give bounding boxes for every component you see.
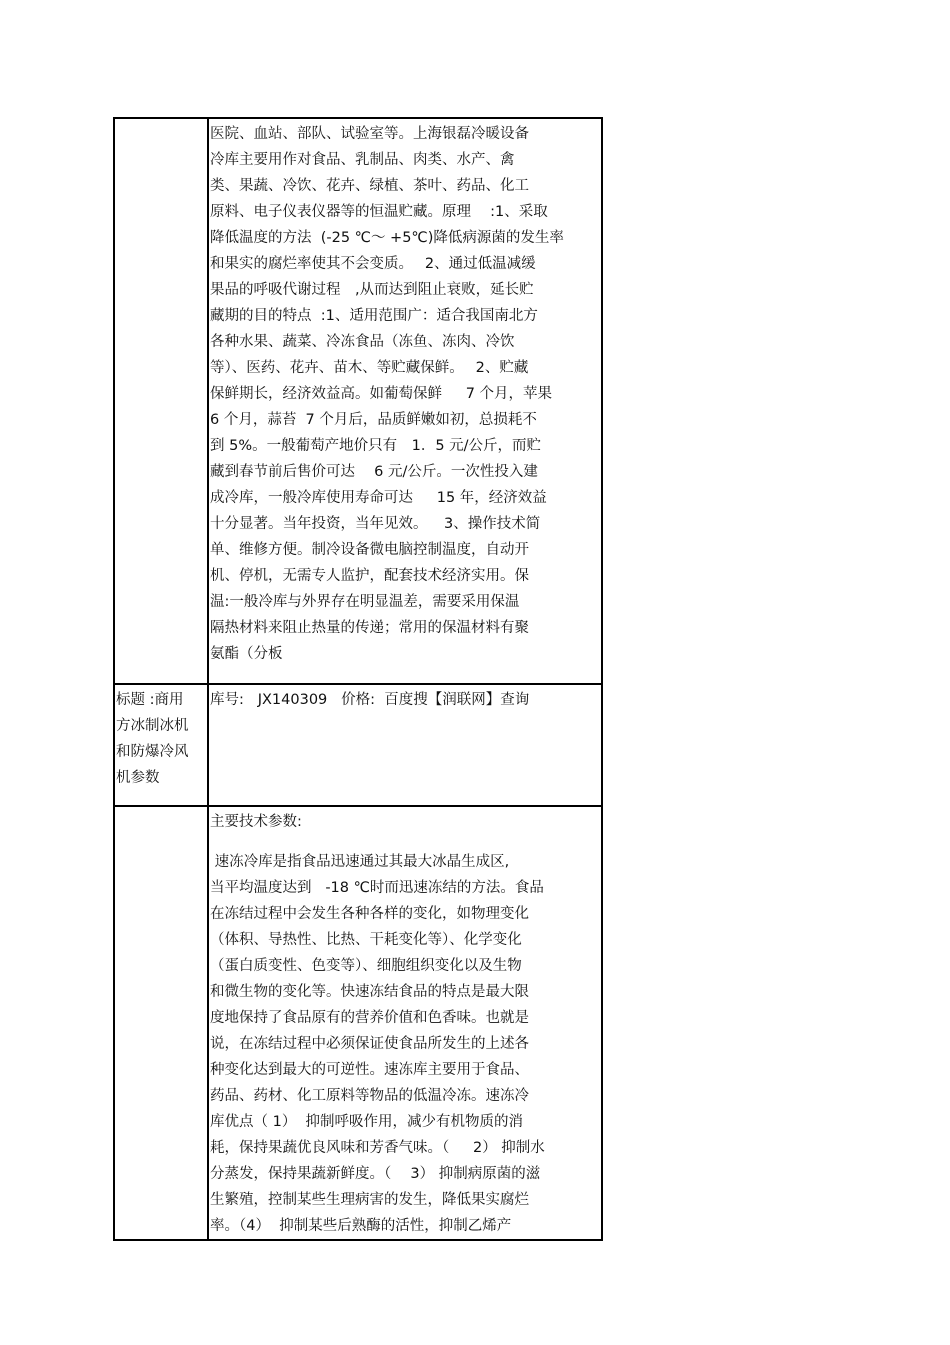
text-line: 速冻冷库是指食品迅速通过其最大冰晶生成区,	[210, 854, 510, 870]
text-line: 6 个月，蒜苔 7 个月后，品质鲜嫩如初，总损耗不	[210, 412, 537, 428]
text-line: 类、果蔬、冷饮、花卉、绿植、茶叶、药品、化工	[210, 178, 529, 194]
row-1-content-cell	[208, 118, 602, 684]
row-2-title	[115, 685, 207, 791]
text-line: 藏期的目的特点 :1、适用范围广：适合我国南北方	[210, 308, 538, 324]
text-line: 和微生物的变化等。快速冻结食品的特点是最大限	[210, 984, 529, 1000]
text-line: 生繁殖，控制某些生理病害的发生，降低果实腐烂	[210, 1192, 529, 1208]
text-line: 果品的呼吸代谢过程 ,从而达到阻止衰败，延长贮	[210, 282, 534, 298]
text-line: 等）、医药、花卉、苗木、等贮藏保鲜。 2、贮藏	[210, 360, 529, 376]
row-2-text	[209, 685, 601, 713]
row-3-paragraph	[210, 849, 601, 1239]
text-line: （蛋白质变性、色变等）、细胞组织变化以及生物	[210, 958, 522, 974]
text-line: 和防爆冷风	[116, 744, 189, 760]
row-3-text	[209, 807, 601, 1239]
row-3-label-cell	[114, 806, 208, 1240]
text-line: 机参数	[116, 770, 160, 786]
section-heading: 主要技术参数:	[210, 814, 302, 830]
text-line: 单、维修方便。制冷设备微电脑控制温度，自动开	[210, 542, 529, 558]
text-line: 冷库主要用作对食品、乳制品、肉类、水产、禽	[210, 152, 515, 168]
text-line: 十分显著。当年投资，当年见效。 3、操作技术简	[210, 516, 541, 532]
text-line: 耗，保持果蔬优良风味和芳香气味。（ 2） 抑制水	[210, 1140, 545, 1156]
table-row	[114, 118, 602, 684]
text-line: 库优点（ 1） 抑制呼吸作用，减少有机物质的消	[210, 1114, 524, 1130]
text-line: 药品、药材、化工原料等物品的低温冷冻。速冻冷	[210, 1088, 529, 1104]
text-line: 保鲜期长，经济效益高。如葡萄保鲜 7 个月，苹果	[210, 386, 553, 402]
text-line: 温:一般冷库与外界存在明显温差，需要采用保温	[210, 594, 520, 610]
text-line: 氨酯（分板	[210, 646, 283, 662]
row-2-content-cell	[208, 684, 602, 806]
text-line: 成冷库，一般冷库使用寿命可达 15 年，经济效益	[210, 490, 547, 506]
text-line: 率。（4） 抑制某些后熟酶的活性，抑制乙烯产	[210, 1218, 512, 1234]
text-line: 降低温度的方法 (-25 ℃～ +5℃)降低病源菌的发生率	[210, 230, 564, 246]
document-table	[113, 117, 603, 1241]
text-line: 藏到春节前后售价可达 6 元/公斤。一次性投入建	[210, 464, 538, 480]
table-row	[114, 684, 602, 806]
row-1-label-cell	[114, 118, 208, 684]
table-row	[114, 806, 602, 1240]
text-line: 方冰制冰机	[116, 718, 189, 734]
text-line: 到 5%。一般葡萄产地价只有 1．5 元/公斤，而贮	[210, 438, 542, 454]
text-line: 机、停机，无需专人监护，配套技术经济实用。保	[210, 568, 529, 584]
row-2-label-cell	[114, 684, 208, 806]
text-line: （体积、导热性、比热、干耗变化等）、化学变化	[210, 932, 522, 948]
text-line: 分蒸发，保持果蔬新鲜度。（ 3） 抑制病原菌的滋	[210, 1166, 541, 1182]
text-line: 原料、电子仪表仪器等的恒温贮藏。原理 :1、采取	[210, 204, 548, 220]
row-1-text	[209, 119, 601, 667]
text-line: 各种水果、蔬菜、冷冻食品（冻鱼、冻肉、冷饮	[210, 334, 515, 350]
text-line: 说，在冻结过程中必须保证使食品所发生的上述各	[210, 1036, 529, 1052]
text-line: 和果实的腐烂率使其不会变质。 2、通过低温减缓	[210, 256, 536, 272]
text-line: 库号: JX140309 价格: 百度搜【润联网】查询	[210, 692, 530, 708]
text-line: 种变化达到最大的可逆性。速冻库主要用于食品、	[210, 1062, 529, 1078]
row-3-content-cell	[208, 806, 602, 1240]
text-line: 在冻结过程中会发生各种各样的变化，如物理变化	[210, 906, 529, 922]
text-line: 标题 :商用	[116, 692, 184, 708]
text-line: 当平均温度达到 -18 ℃时而迅速冻结的方法。食品	[210, 880, 544, 896]
text-line: 医院、血站、部队、试验室等。上海银磊冷暖设备	[210, 126, 529, 142]
text-line: 隔热材料来阻止热量的传递；常用的保温材料有聚	[210, 620, 529, 636]
text-line: 度地保持了食品原有的营养价值和色香味。也就是	[210, 1010, 529, 1026]
spacer	[210, 835, 601, 849]
